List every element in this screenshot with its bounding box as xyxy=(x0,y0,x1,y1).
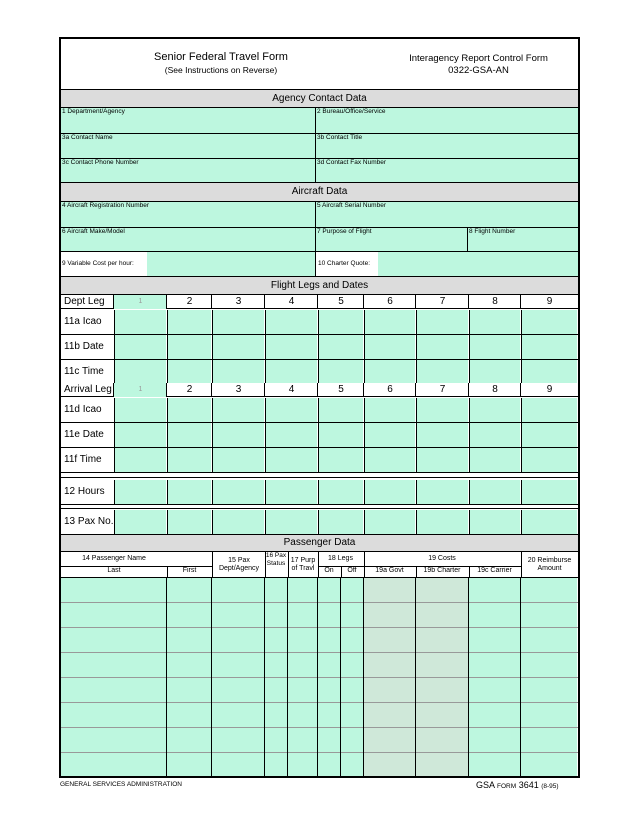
department-agency-field[interactable] xyxy=(61,116,315,133)
passenger-cell[interactable] xyxy=(265,653,287,677)
passenger-cell[interactable] xyxy=(416,653,468,677)
aircraft-section-header: Aircraft Data xyxy=(61,182,578,202)
passenger-cell[interactable] xyxy=(364,703,415,727)
time-11c-cell[interactable] xyxy=(212,360,264,384)
hours-12-cell[interactable] xyxy=(416,480,468,504)
icao-11a-label: 11a Icao xyxy=(64,316,102,327)
serial-field[interactable] xyxy=(316,210,578,227)
time-11c-cell[interactable] xyxy=(114,360,166,384)
passenger-cell[interactable] xyxy=(167,628,211,652)
date-11b-cell[interactable] xyxy=(167,335,211,359)
passenger-cell[interactable] xyxy=(212,753,264,778)
form-frame xyxy=(59,37,580,778)
passenger-cell[interactable] xyxy=(167,603,211,627)
icao-11d-cell[interactable] xyxy=(469,398,520,422)
costs-header: 19 Costs xyxy=(428,555,456,562)
passenger-cell[interactable] xyxy=(364,628,415,652)
pax-dept-header: 15 Pax Dept/Agency xyxy=(218,557,260,572)
passenger-cell[interactable] xyxy=(265,703,287,727)
col-line xyxy=(468,295,469,309)
time-11c-cell[interactable] xyxy=(318,360,363,384)
time-11c-cell[interactable] xyxy=(265,360,317,384)
hours-12-cell[interactable] xyxy=(167,480,211,504)
icao-11a-cell[interactable] xyxy=(265,310,317,334)
passenger-cell[interactable] xyxy=(341,678,363,702)
passenger-cell[interactable] xyxy=(469,678,520,702)
passenger-cell[interactable] xyxy=(521,753,577,778)
pax-name-header: 14 Passenger Name xyxy=(82,555,146,562)
form-prefix: GSA xyxy=(476,780,495,790)
col-line xyxy=(415,383,416,397)
date-11e-cell[interactable] xyxy=(167,423,211,447)
passenger-cell[interactable] xyxy=(318,603,340,627)
passenger-cell[interactable] xyxy=(521,628,577,652)
passenger-cell[interactable] xyxy=(167,728,211,752)
leg-column-number: 3 xyxy=(235,384,242,395)
time-11f-cell[interactable] xyxy=(521,448,577,472)
contact-title-field[interactable] xyxy=(316,142,578,158)
agency-section-header: Agency Contact Data xyxy=(61,89,578,108)
rule xyxy=(61,508,578,509)
date-11e-cell[interactable] xyxy=(469,423,520,447)
icao-11d-cell[interactable] xyxy=(114,398,166,422)
passenger-cell[interactable] xyxy=(318,753,340,778)
col-line xyxy=(317,383,318,397)
pax-no-13-cell[interactable] xyxy=(265,510,317,534)
date-11e-label: 11e Date xyxy=(64,429,104,440)
make-model-field[interactable] xyxy=(61,236,315,251)
variable-cost-label: 9 Variable Cost per hour: xyxy=(62,260,134,267)
passenger-cell[interactable] xyxy=(318,703,340,727)
passenger-cell[interactable] xyxy=(469,753,520,778)
passenger-cell[interactable] xyxy=(212,678,264,702)
icao-11d-cell[interactable] xyxy=(416,398,468,422)
date-11e-cell[interactable] xyxy=(364,423,415,447)
flight-number-label: 8 Flight Number xyxy=(469,228,516,235)
time-11c-cell[interactable] xyxy=(469,360,520,384)
date-11b-label: 11b Date xyxy=(64,341,104,352)
icao-11a-cell[interactable] xyxy=(416,310,468,334)
date-11b-cell[interactable] xyxy=(416,335,468,359)
pax-no-13-cell[interactable] xyxy=(469,510,520,534)
date-11e-cell[interactable] xyxy=(318,423,363,447)
passenger-cell[interactable] xyxy=(416,703,468,727)
time-11f-cell[interactable] xyxy=(416,448,468,472)
passenger-cell[interactable] xyxy=(61,728,166,752)
col-line xyxy=(211,295,212,309)
date-11b-cell[interactable] xyxy=(521,335,577,359)
pax-last-header: Last xyxy=(107,567,121,574)
serial-label: 5 Aircraft Serial Number xyxy=(317,202,386,209)
leg-column-number: 9 xyxy=(546,384,553,395)
hours-12-cell[interactable] xyxy=(364,480,415,504)
make-model-label: 6 Aircraft Make/Model xyxy=(62,228,125,235)
legs-header: 18 Legs xyxy=(328,555,353,562)
passenger-cell[interactable] xyxy=(288,603,317,627)
col-line xyxy=(520,383,521,397)
passenger-cell[interactable] xyxy=(521,703,577,727)
passenger-cell[interactable] xyxy=(265,753,287,778)
passenger-cell[interactable] xyxy=(318,578,340,602)
passenger-cell[interactable] xyxy=(167,703,211,727)
passenger-cell[interactable] xyxy=(265,603,287,627)
passenger-cell[interactable] xyxy=(469,653,520,677)
icao-11a-cell[interactable] xyxy=(521,310,577,334)
pax-no-13-cell[interactable] xyxy=(416,510,468,534)
passenger-cell[interactable] xyxy=(341,578,363,602)
passenger-cell[interactable] xyxy=(318,678,340,702)
date-11e-cell[interactable] xyxy=(114,423,166,447)
passenger-cell[interactable] xyxy=(61,678,166,702)
contact-title-label: 3b Contact Title xyxy=(317,134,363,141)
passenger-cell[interactable] xyxy=(416,603,468,627)
form-number xyxy=(476,780,559,790)
passenger-cell[interactable] xyxy=(288,628,317,652)
passenger-cell[interactable] xyxy=(341,728,363,752)
passenger-cell[interactable] xyxy=(416,678,468,702)
passenger-cell[interactable] xyxy=(416,578,468,602)
control-form-title: Interagency Report Control Form xyxy=(409,53,548,64)
passenger-cell[interactable] xyxy=(265,578,287,602)
passenger-cell[interactable] xyxy=(341,628,363,652)
passenger-cell[interactable] xyxy=(212,728,264,752)
col-line xyxy=(264,295,265,309)
passenger-cell[interactable] xyxy=(288,678,317,702)
date-11e-cell[interactable] xyxy=(416,423,468,447)
charter-quote-field[interactable] xyxy=(378,252,578,276)
date-11b-cell[interactable] xyxy=(114,335,166,359)
passenger-cell[interactable] xyxy=(265,728,287,752)
icao-11a-cell[interactable] xyxy=(364,310,415,334)
form-num: 3641 xyxy=(518,780,539,790)
passenger-cell[interactable] xyxy=(167,678,211,702)
col-line xyxy=(415,295,416,309)
passenger-cell[interactable] xyxy=(212,628,264,652)
icao-11d-cell[interactable] xyxy=(212,398,264,422)
passenger-cell[interactable] xyxy=(364,653,415,677)
passenger-cell[interactable] xyxy=(364,728,415,752)
icao-11d-cell[interactable] xyxy=(521,398,577,422)
col-line xyxy=(317,578,318,778)
time-11c-cell[interactable] xyxy=(416,360,468,384)
date-11e-cell[interactable] xyxy=(265,423,317,447)
col-line xyxy=(264,578,265,778)
leg-column-number: 7 xyxy=(439,296,446,307)
passenger-cell[interactable] xyxy=(288,703,317,727)
leg-column-number: 5 xyxy=(338,296,344,307)
time-11f-label: 11f Time xyxy=(64,454,102,465)
rule xyxy=(61,472,578,473)
col-line xyxy=(468,578,469,778)
time-11f-cell[interactable] xyxy=(318,448,363,472)
footer-agency: GENERAL SERVICES ADMINISTRATION xyxy=(60,781,182,788)
pax-purpose-header: 17 Purp of Travl xyxy=(290,557,316,572)
passenger-cell[interactable] xyxy=(364,578,415,602)
passenger-cell[interactable] xyxy=(521,678,577,702)
costs-govt-header: 19a Govt xyxy=(375,567,404,574)
leg-column-number: 8 xyxy=(492,384,498,395)
passenger-cell[interactable] xyxy=(61,603,166,627)
registration-field[interactable] xyxy=(61,210,315,227)
form-title: Senior Federal Travel Form xyxy=(154,51,288,63)
flight-legs-section-header: Flight Legs and Dates xyxy=(61,276,578,295)
col-line xyxy=(211,383,212,397)
passenger-cell[interactable] xyxy=(416,753,468,778)
dept-leg-label: Dept Leg xyxy=(64,296,105,307)
contact-name-field[interactable] xyxy=(61,142,315,158)
pax-no-13-cell[interactable] xyxy=(364,510,415,534)
passenger-cell[interactable] xyxy=(61,653,166,677)
leg-column-number: 2 xyxy=(186,384,193,395)
costs-charter-header: 19b Charter xyxy=(423,567,461,574)
passenger-cell[interactable] xyxy=(341,753,363,778)
hours-12-label: 12 Hours xyxy=(64,486,105,497)
passenger-cell[interactable] xyxy=(341,603,363,627)
col-line xyxy=(363,295,364,309)
charter-quote-label: 10 Charter Quote: xyxy=(318,260,371,267)
leg-column-number: 4 xyxy=(288,296,295,307)
passenger-cell[interactable] xyxy=(364,603,415,627)
pax-no-13-cell[interactable] xyxy=(318,510,363,534)
department-agency-label: 1 Department/Agency xyxy=(62,108,125,115)
date-11e-cell[interactable] xyxy=(521,423,577,447)
time-11f-cell[interactable] xyxy=(212,448,264,472)
date-11e-cell[interactable] xyxy=(212,423,264,447)
pax-no-13-label: 13 Pax No. xyxy=(64,516,114,527)
bureau-office-field[interactable] xyxy=(316,116,578,133)
date-11b-cell[interactable] xyxy=(212,335,264,359)
passenger-cell[interactable] xyxy=(318,653,340,677)
leg-column-number: 1 xyxy=(138,298,143,305)
passenger-cell[interactable] xyxy=(364,678,415,702)
passenger-cell[interactable] xyxy=(212,578,264,602)
date-11b-cell[interactable] xyxy=(469,335,520,359)
time-11c-cell[interactable] xyxy=(521,360,577,384)
rule xyxy=(61,504,578,505)
icao-11d-cell[interactable] xyxy=(265,398,317,422)
col-line xyxy=(317,295,318,309)
passenger-cell[interactable] xyxy=(521,653,577,677)
leg-column-number: 7 xyxy=(439,384,446,395)
passenger-cell[interactable] xyxy=(318,628,340,652)
passenger-cell[interactable] xyxy=(61,753,166,778)
icao-11d-cell[interactable] xyxy=(364,398,415,422)
passenger-section-header: Passenger Data xyxy=(61,534,578,552)
col-line xyxy=(211,578,212,778)
leg-column-number: 5 xyxy=(338,384,344,395)
passenger-cell[interactable] xyxy=(469,703,520,727)
passenger-cell[interactable] xyxy=(167,653,211,677)
rule xyxy=(61,477,578,478)
pax-first-header: First xyxy=(182,567,197,574)
leg-column-number: 6 xyxy=(387,384,393,395)
pax-no-13-cell[interactable] xyxy=(212,510,264,534)
legs-on-header: On xyxy=(324,567,334,574)
passenger-cell[interactable] xyxy=(521,578,577,602)
hours-12-cell[interactable] xyxy=(469,480,520,504)
passenger-cell[interactable] xyxy=(288,653,317,677)
hours-12-cell[interactable] xyxy=(265,480,317,504)
icao-11a-cell[interactable] xyxy=(212,310,264,334)
pax-status-header: 16 Pax Status xyxy=(265,552,287,567)
form-date: (8-95) xyxy=(541,783,559,790)
time-11f-cell[interactable] xyxy=(265,448,317,472)
time-11f-cell[interactable] xyxy=(114,448,166,472)
col-line xyxy=(363,383,364,397)
pax-no-13-cell[interactable] xyxy=(114,510,166,534)
passenger-cell[interactable] xyxy=(61,578,166,602)
hours-12-cell[interactable] xyxy=(318,480,363,504)
col-line xyxy=(264,383,265,397)
passenger-cell[interactable] xyxy=(469,628,520,652)
icao-11a-cell[interactable] xyxy=(469,310,520,334)
leg-column-number: 3 xyxy=(235,296,242,307)
passenger-cell[interactable] xyxy=(265,678,287,702)
time-11c-label: 11c Time xyxy=(64,366,104,377)
col-line xyxy=(520,578,521,778)
passenger-cell[interactable] xyxy=(61,703,166,727)
passenger-cell[interactable] xyxy=(212,703,264,727)
passenger-cell[interactable] xyxy=(288,578,317,602)
costs-carrier-header: 19c Carrier xyxy=(477,567,512,574)
reimburse-header: 20 Reimburse Amount xyxy=(527,557,572,572)
passenger-cell[interactable] xyxy=(416,728,468,752)
contact-fax-field[interactable] xyxy=(316,167,578,182)
date-11b-cell[interactable] xyxy=(265,335,317,359)
passenger-cell[interactable] xyxy=(521,728,577,752)
icao-11d-cell[interactable] xyxy=(167,398,211,422)
passenger-cell[interactable] xyxy=(469,603,520,627)
time-11f-cell[interactable] xyxy=(364,448,415,472)
time-11c-cell[interactable] xyxy=(364,360,415,384)
col-line xyxy=(363,578,364,778)
contact-name-label: 3a Contact Name xyxy=(62,134,113,141)
bureau-office-label: 2 Bureau/Office/Service xyxy=(317,108,386,115)
col-line xyxy=(468,383,469,397)
leg-column-number: 1 xyxy=(138,386,143,393)
hours-12-cell[interactable] xyxy=(114,480,166,504)
passenger-cell[interactable] xyxy=(341,703,363,727)
passenger-cell[interactable] xyxy=(341,653,363,677)
col-line xyxy=(415,578,416,778)
leg-column-number: 2 xyxy=(186,296,193,307)
leg-column-number: 4 xyxy=(288,384,295,395)
passenger-cell[interactable] xyxy=(265,628,287,652)
registration-label: 4 Aircraft Registration Number xyxy=(62,202,150,209)
col-line xyxy=(340,578,341,778)
leg-column-number: 8 xyxy=(492,296,498,307)
form-subtitle: (See Instructions on Reverse) xyxy=(164,65,278,75)
col-line xyxy=(287,578,288,778)
hours-12-cell[interactable] xyxy=(521,480,577,504)
leg-column-number: 6 xyxy=(387,296,393,307)
passenger-cell[interactable] xyxy=(288,753,317,778)
passenger-cell[interactable] xyxy=(212,653,264,677)
icao-11d-label: 11d Icao xyxy=(64,404,102,415)
legs-off-header: Off xyxy=(347,567,357,574)
variable-cost-field[interactable] xyxy=(147,252,315,276)
col-line xyxy=(166,578,167,778)
icao-11d-cell[interactable] xyxy=(318,398,363,422)
col-line xyxy=(520,295,521,309)
icao-11a-cell[interactable] xyxy=(318,310,363,334)
icao-11a-cell[interactable] xyxy=(114,310,166,334)
arrival-leg-label: Arrival Leg xyxy=(64,384,112,395)
col-line xyxy=(212,552,213,577)
passenger-cell[interactable] xyxy=(167,578,211,602)
purpose-label: 7 Purpose of Flight xyxy=(317,228,372,235)
control-number: 0322-GSA-AN xyxy=(448,65,509,76)
date-11b-cell[interactable] xyxy=(318,335,363,359)
time-11f-cell[interactable] xyxy=(469,448,520,472)
flight-number-field[interactable] xyxy=(468,236,578,251)
pax-no-13-cell[interactable] xyxy=(167,510,211,534)
passenger-cell[interactable] xyxy=(469,578,520,602)
passenger-cell[interactable] xyxy=(61,628,166,652)
contact-fax-label: 3d Contact Fax Number xyxy=(317,159,387,166)
time-11f-cell[interactable] xyxy=(167,448,211,472)
icao-11a-cell[interactable] xyxy=(167,310,211,334)
passenger-cell[interactable] xyxy=(212,603,264,627)
passenger-cell[interactable] xyxy=(416,628,468,652)
hours-12-cell[interactable] xyxy=(212,480,264,504)
passenger-cell[interactable] xyxy=(469,728,520,752)
purpose-field[interactable] xyxy=(316,236,467,251)
passenger-cell[interactable] xyxy=(521,603,577,627)
contact-phone-field[interactable] xyxy=(61,167,315,182)
leg-column-number: 9 xyxy=(546,296,553,307)
passenger-cell[interactable] xyxy=(364,753,415,778)
passenger-cell[interactable] xyxy=(318,728,340,752)
date-11b-cell[interactable] xyxy=(364,335,415,359)
passenger-cell[interactable] xyxy=(288,728,317,752)
pax-no-13-cell[interactable] xyxy=(521,510,577,534)
passenger-cell[interactable] xyxy=(167,753,211,778)
contact-phone-label: 3c Contact Phone Number xyxy=(62,159,139,166)
form-word: FORM xyxy=(497,783,517,790)
time-11c-cell[interactable] xyxy=(167,360,211,384)
